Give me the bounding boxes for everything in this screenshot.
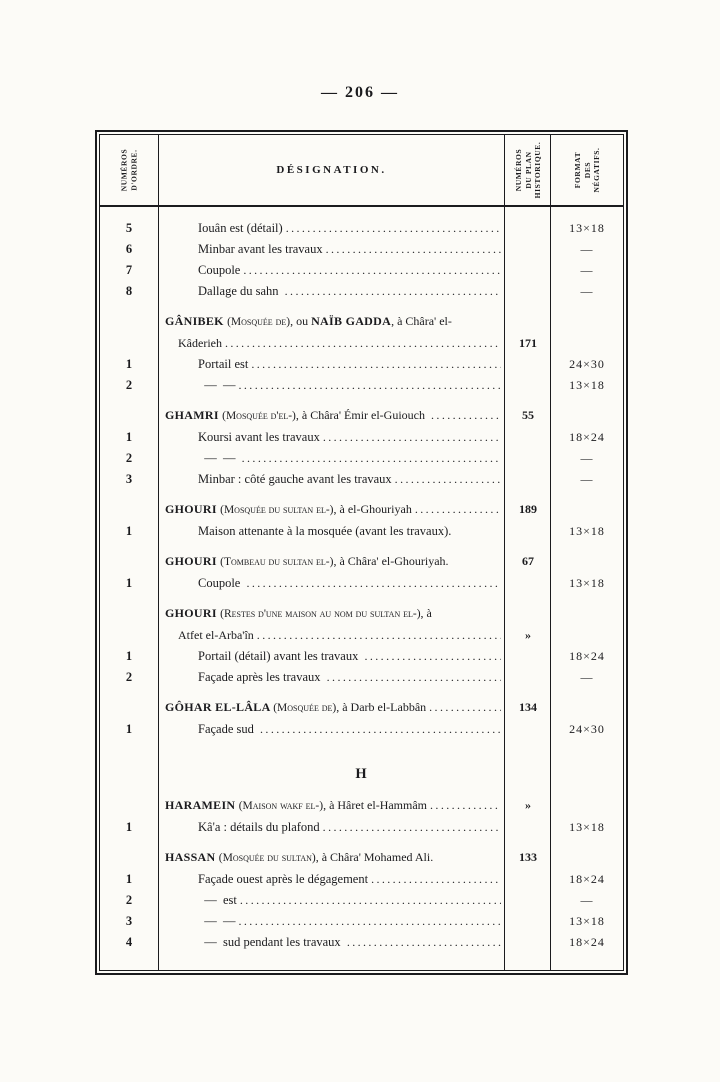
designation-cell — [158, 281, 505, 302]
dot-leader — [371, 869, 501, 890]
plan-number-cell: » — [525, 628, 531, 642]
dot-leader — [347, 932, 501, 953]
designation-text: Dallage du sahn — [198, 284, 282, 298]
designation-cell — [158, 260, 505, 281]
order-number-cell — [100, 499, 158, 521]
header-label-line: NUMÉROS — [119, 148, 129, 192]
format-cell — [551, 603, 623, 625]
heading-segment: , à — [420, 606, 432, 620]
designation-cell — [158, 311, 505, 333]
format-cell — [551, 795, 623, 817]
table-body — [100, 207, 623, 970]
designation-text: Portail est — [198, 357, 249, 371]
table-row — [100, 260, 623, 281]
designation-cell — [158, 427, 505, 448]
monument-heading-row — [100, 551, 623, 573]
heading-segment: GHOURI — [165, 606, 221, 620]
designation-cell — [158, 521, 505, 542]
heading-segment: , à Châra' el-Ghouriyah. — [333, 554, 449, 568]
dot-leader — [364, 646, 501, 667]
format-cell: — — [580, 893, 594, 907]
section-letter: H — [355, 766, 368, 782]
monument-heading-row — [100, 847, 623, 869]
format-cell — [551, 847, 623, 869]
plan-number-cell — [505, 281, 551, 302]
order-number-cell: 1 — [125, 649, 133, 663]
dot-leader — [327, 667, 501, 688]
order-number-cell: 2 — [125, 670, 133, 684]
heading-segment: , ou — [290, 314, 312, 328]
header-plan-number-label — [514, 138, 543, 202]
plan-number-cell — [505, 354, 551, 375]
heading-segment: , à Châra' el- — [391, 314, 452, 328]
dot-leader — [323, 427, 501, 448]
plan-number-cell — [505, 932, 551, 953]
order-number-cell: 7 — [125, 263, 133, 277]
plan-number-cell: 133 — [519, 850, 537, 864]
dot-leader — [429, 697, 501, 718]
header-designation — [158, 135, 505, 205]
catalog-table-inner — [99, 134, 624, 971]
column-divider — [158, 135, 159, 970]
heading-segment: HARAMEIN — [165, 798, 239, 812]
designation-text: Coupole — [198, 576, 244, 590]
format-cell: — — [580, 242, 594, 256]
plan-number-cell: 67 — [522, 554, 534, 568]
designation-cell — [158, 795, 505, 817]
designation-cell — [158, 333, 505, 354]
order-number-cell: 2 — [125, 378, 133, 392]
dot-leader — [260, 719, 501, 740]
designation-cell — [158, 469, 505, 490]
format-cell: 24×30 — [569, 357, 605, 371]
designation-cell — [158, 573, 505, 594]
plan-number-cell — [505, 311, 551, 333]
format-cell: 18×24 — [569, 872, 605, 886]
order-number-cell: 2 — [125, 451, 133, 465]
table-row — [100, 890, 623, 911]
plan-number-cell — [505, 521, 551, 542]
plan-number-cell — [505, 667, 551, 688]
designation-cell — [158, 375, 505, 396]
format-cell: — — [580, 451, 594, 465]
heading-segment: (Mosquée de) — [273, 702, 337, 714]
designation-cell — [158, 911, 505, 932]
plan-number-cell — [505, 719, 551, 740]
designation-cell — [158, 448, 505, 469]
order-number-cell: 3 — [125, 914, 133, 928]
dot-leader — [257, 625, 501, 646]
designation-text: — sud pendant les travaux — [198, 935, 344, 949]
designation-cell — [158, 603, 505, 625]
table-row — [100, 281, 623, 302]
header-label-line: NUMÉROS — [513, 148, 523, 192]
heading-segment: (Mosquée de) — [227, 316, 291, 328]
table-row — [100, 375, 623, 396]
dot-leader — [240, 890, 501, 911]
designation-cell — [158, 218, 505, 239]
dot-leader — [326, 239, 501, 260]
dot-leader — [415, 499, 501, 520]
format-cell: 13×18 — [569, 820, 605, 834]
designation-cell — [158, 354, 505, 375]
monument-heading-row — [100, 499, 623, 521]
dot-leader — [239, 375, 502, 396]
plan-number-cell: 134 — [519, 700, 537, 714]
header-designation-label: DÉSIGNATION. — [276, 164, 387, 176]
heading-segment: (Maison wakf el-) — [238, 800, 324, 812]
order-number-cell: 5 — [125, 221, 133, 235]
order-number-cell: 4 — [125, 935, 133, 949]
plan-number-cell — [505, 218, 551, 239]
heading-segment: GÔHAR EL-LÂLA — [165, 700, 274, 714]
format-cell: 24×30 — [569, 722, 605, 736]
heading-segment: (Mosquée du sultan el-) — [220, 504, 334, 516]
designation-cell — [158, 625, 505, 646]
table-row — [100, 218, 623, 239]
plan-number-cell — [505, 375, 551, 396]
format-cell: 13×18 — [569, 914, 605, 928]
designation-cell — [158, 667, 505, 688]
monument-heading-row — [100, 625, 623, 646]
order-number-cell — [100, 603, 158, 625]
format-cell — [551, 333, 623, 354]
dot-leader — [225, 333, 501, 354]
dot-leader — [395, 469, 501, 490]
header-label-line: FORMAT — [572, 151, 582, 189]
format-cell: 13×18 — [569, 524, 605, 538]
order-number-cell: 1 — [125, 722, 133, 736]
format-cell: 18×24 — [569, 430, 605, 444]
table-row — [100, 354, 623, 375]
header-label-line: D'ORDRE. — [129, 149, 138, 191]
plan-number-cell: 55 — [522, 408, 534, 422]
dot-leader — [285, 281, 501, 302]
format-cell — [551, 311, 623, 333]
order-number-cell: 3 — [125, 472, 133, 486]
plan-number-cell — [505, 603, 551, 625]
header-label-line: DES — [582, 161, 592, 179]
table-row — [100, 573, 623, 594]
table-row — [100, 817, 623, 838]
plan-number-cell — [505, 448, 551, 469]
order-number-cell — [100, 625, 158, 646]
designation-text: Iouân est (détail) — [198, 221, 283, 235]
designation-text: — — — [198, 378, 236, 392]
page-number: — 206 — — [321, 84, 399, 101]
designation-cell — [158, 890, 505, 911]
designation-text: — — — [198, 914, 236, 928]
dot-leader — [431, 405, 501, 426]
table-row — [100, 427, 623, 448]
designation-cell — [158, 551, 505, 573]
order-number-cell: 6 — [125, 242, 133, 256]
plan-number-cell — [505, 260, 551, 281]
header-order-number — [100, 135, 158, 205]
heading-segment: (Mosquée d'el-) — [222, 410, 296, 422]
designation-cell — [158, 719, 505, 740]
dot-leader — [246, 573, 501, 594]
header-label-line: NÉGATIFS. — [591, 147, 601, 193]
header-order-number-label — [120, 138, 139, 202]
plan-number-cell: 189 — [519, 502, 537, 516]
plan-number-cell — [505, 573, 551, 594]
plan-number-cell — [505, 817, 551, 838]
designation-text: — — — [198, 451, 239, 465]
monument-heading-row — [100, 333, 623, 354]
dot-leader — [243, 260, 501, 281]
heading-segment: , à Châra' Mohamed Ali. — [315, 850, 434, 864]
format-cell — [551, 697, 623, 719]
catalog-table — [95, 130, 628, 975]
designation-cell — [158, 847, 505, 869]
order-number-cell — [100, 311, 158, 333]
table-row — [100, 719, 623, 740]
dot-leader — [242, 448, 501, 469]
format-cell: — — [580, 263, 594, 277]
table-row — [100, 448, 623, 469]
plan-number-cell — [505, 890, 551, 911]
designation-cell — [158, 405, 505, 427]
heading-segment: NAÏB GADDA — [311, 314, 392, 328]
designation-cell — [158, 817, 505, 838]
table-row — [100, 932, 623, 953]
format-cell — [551, 625, 623, 646]
plan-number-cell — [505, 427, 551, 448]
order-number-cell: 8 — [125, 284, 133, 298]
designation-text: Maison attenante à la mosquée (avant les travaux). — [198, 524, 452, 538]
dot-leader — [239, 911, 502, 932]
plan-number-cell: » — [525, 798, 531, 812]
table-row — [100, 469, 623, 490]
order-number-cell — [100, 405, 158, 427]
format-cell: 18×24 — [569, 649, 605, 663]
order-number-cell: 1 — [125, 576, 133, 590]
order-number-cell — [100, 551, 158, 573]
order-number-cell: 2 — [125, 893, 133, 907]
header-label-line: HISTORIQUE. — [532, 141, 542, 199]
designation-text: Koursi avant les travaux — [198, 430, 320, 444]
order-number-cell — [100, 333, 158, 354]
designation-text: Portail (détail) avant les travaux — [198, 649, 362, 663]
heading-segment: HASSAN — [165, 850, 219, 864]
column-divider — [504, 135, 505, 970]
monument-heading-row — [100, 405, 623, 427]
designation-cell — [158, 646, 505, 667]
order-number-cell — [100, 847, 158, 869]
format-cell: 13×18 — [569, 576, 605, 590]
heading-segment: , à Hâret el-Hammâm — [323, 798, 428, 812]
dot-leader — [430, 795, 501, 816]
heading-segment: GHOURI — [165, 554, 221, 568]
table-row — [100, 869, 623, 890]
format-cell — [551, 499, 623, 521]
monument-heading-row — [100, 311, 623, 333]
heading-segment: GHAMRI — [165, 408, 223, 422]
format-cell: 18×24 — [569, 935, 605, 949]
header-negative-format — [551, 135, 623, 205]
header-plan-number — [505, 135, 551, 205]
dot-leader — [251, 354, 501, 375]
plan-number-cell: 171 — [519, 336, 537, 350]
order-number-cell: 1 — [125, 357, 133, 371]
designation-cell — [158, 697, 505, 719]
plan-number-cell — [505, 911, 551, 932]
designation-cell — [158, 499, 505, 521]
table-row — [100, 667, 623, 688]
dot-leader — [286, 218, 501, 239]
designation-text: Façade ouest après le dégagement — [198, 872, 369, 886]
format-cell: 13×18 — [569, 378, 605, 392]
monument-heading-row — [100, 795, 623, 817]
heading-segment: , à Châra' Émir el-Guiouch — [295, 408, 429, 422]
monument-heading-row — [100, 603, 623, 625]
format-cell: — — [580, 472, 594, 486]
plan-number-cell — [505, 646, 551, 667]
header-label-line: DU PLAN — [523, 151, 533, 189]
order-number-cell: 1 — [125, 872, 133, 886]
dot-leader — [323, 817, 501, 838]
order-number-cell: 1 — [125, 430, 133, 444]
plan-number-cell — [505, 239, 551, 260]
order-number-cell — [100, 697, 158, 719]
designation-text: Façade sud — [198, 722, 258, 736]
heading-segment: Kâderieh — [178, 336, 222, 350]
heading-segment: , à el-Ghouriyah — [333, 502, 412, 516]
table-row — [100, 521, 623, 542]
designation-cell — [158, 239, 505, 260]
section-letter-row — [100, 764, 623, 785]
table-row — [100, 911, 623, 932]
format-cell: — — [580, 670, 594, 684]
heading-segment: (Mosquée du sultan) — [218, 852, 316, 864]
column-divider — [550, 135, 551, 970]
table-header-row — [100, 135, 623, 207]
format-cell — [551, 551, 623, 573]
format-cell: 13×18 — [569, 221, 605, 235]
header-negative-format-label — [573, 138, 602, 202]
heading-segment: GHOURI — [165, 502, 221, 516]
monument-heading-row — [100, 697, 623, 719]
heading-segment: GÂNIBEK — [165, 314, 228, 328]
heading-segment: Atfet el-Arba'în — [178, 628, 254, 642]
designation-text: Kâ'a : détails du plafond — [198, 820, 320, 834]
plan-number-cell — [505, 869, 551, 890]
table-row — [100, 239, 623, 260]
format-cell — [551, 405, 623, 427]
designation-text: Coupole — [198, 263, 241, 277]
order-number-cell: 1 — [125, 524, 133, 538]
plan-number-cell — [505, 469, 551, 490]
designation-text: Minbar : côté gauche avant les travaux — [198, 472, 392, 486]
order-number-cell: 1 — [125, 820, 133, 834]
heading-segment: (Tombeau du sultan el-) — [220, 556, 334, 568]
heading-segment: , à Darb el-Labbân — [336, 700, 427, 714]
table-row — [100, 646, 623, 667]
designation-text: — est — [198, 893, 237, 907]
heading-segment: (Restes d'une maison au nom du sultan el-) — [220, 608, 421, 620]
designation-cell — [158, 932, 505, 953]
order-number-cell — [100, 795, 158, 817]
designation-text: Minbar avant les travaux — [198, 242, 323, 256]
format-cell: — — [580, 284, 594, 298]
designation-text: Façade après les travaux — [198, 670, 324, 684]
designation-cell — [158, 869, 505, 890]
